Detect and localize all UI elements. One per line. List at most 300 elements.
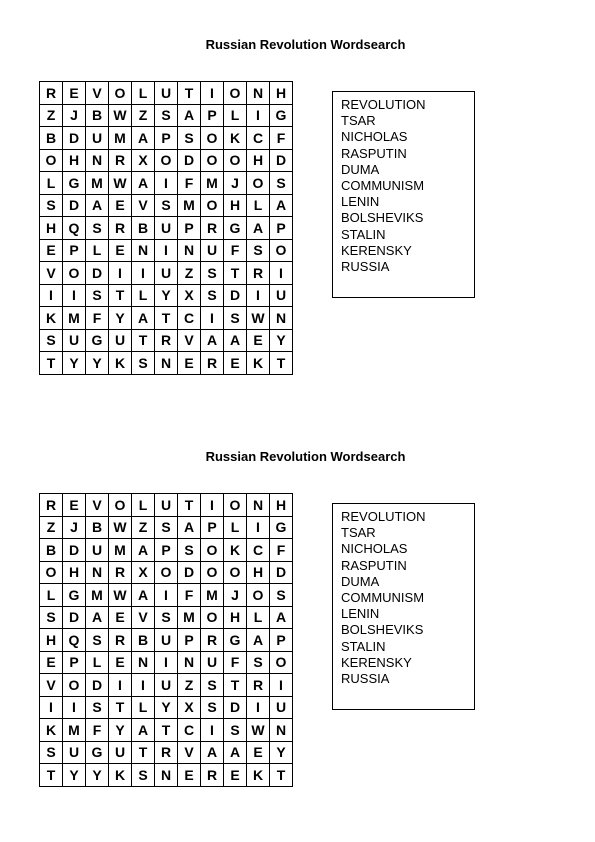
word-list-item: NICHOLAS: [341, 541, 408, 557]
grid-cell: T: [270, 764, 293, 787]
grid-cell: E: [40, 239, 63, 262]
grid-cell: S: [178, 127, 201, 150]
grid-cell: F: [224, 651, 247, 674]
grid-cell: S: [40, 741, 63, 764]
grid-row: [40, 561, 293, 584]
grid-cell: C: [178, 307, 201, 330]
grid-cell: A: [86, 606, 109, 629]
grid-cell: A: [132, 539, 155, 562]
grid-cell: F: [86, 719, 109, 742]
grid-row: [40, 284, 293, 307]
grid-cell: E: [63, 494, 86, 517]
grid-cell: P: [178, 629, 201, 652]
word-list-item: BOLSHEVIKS: [341, 622, 424, 638]
word-list-item: NICHOLAS: [341, 129, 408, 145]
grid-row: [40, 262, 293, 285]
grid-cell: X: [132, 149, 155, 172]
grid-cell: P: [155, 127, 178, 150]
grid-cell: E: [109, 239, 132, 262]
grid-cell: M: [109, 127, 132, 150]
grid-cell: U: [86, 539, 109, 562]
grid-cell: Q: [63, 217, 86, 240]
grid-cell: U: [155, 494, 178, 517]
grid-cell: U: [109, 329, 132, 352]
grid-cell: W: [109, 584, 132, 607]
word-list-item: COMMUNISM: [341, 590, 425, 606]
grid-cell: S: [132, 352, 155, 375]
word-list-item: STALIN: [341, 638, 386, 654]
grid-cell: G: [86, 741, 109, 764]
grid-cell: A: [86, 194, 109, 217]
grid-cell: I: [247, 104, 270, 127]
grid-cell: U: [270, 284, 293, 307]
grid-cell: O: [201, 539, 224, 562]
grid-cell: O: [224, 149, 247, 172]
grid-cell: W: [109, 172, 132, 195]
grid-cell: B: [86, 104, 109, 127]
grid-cell: X: [132, 561, 155, 584]
word-list-item: RASPUTIN: [341, 557, 407, 573]
grid-cell: P: [63, 651, 86, 674]
word-list-item: STALIN: [341, 226, 386, 242]
grid-cell: B: [40, 539, 63, 562]
grid-cell: D: [63, 606, 86, 629]
letter-grid: [39, 81, 293, 375]
grid-cell: R: [40, 82, 63, 105]
word-list-item: TSAR: [341, 113, 376, 129]
grid-cell: N: [155, 352, 178, 375]
grid-cell: K: [224, 127, 247, 150]
grid-row: [40, 606, 293, 629]
grid-cell: L: [247, 606, 270, 629]
grid-cell: O: [201, 561, 224, 584]
grid-cell: B: [86, 516, 109, 539]
grid-cell: V: [40, 262, 63, 285]
grid-cell: S: [247, 239, 270, 262]
grid-cell: U: [270, 696, 293, 719]
grid-cell: A: [178, 516, 201, 539]
letter-grid: [39, 493, 293, 787]
word-list-item: KERENSKY: [341, 654, 412, 670]
grid-cell: H: [224, 194, 247, 217]
grid-cell: W: [109, 104, 132, 127]
grid-cell: R: [247, 262, 270, 285]
grid-cell: Z: [132, 104, 155, 127]
grid-cell: M: [201, 584, 224, 607]
grid-cell: O: [63, 674, 86, 697]
grid-cell: K: [224, 539, 247, 562]
grid-cell: Z: [132, 516, 155, 539]
grid-cell: L: [224, 516, 247, 539]
word-list-item: BOLSHEVIKS: [341, 210, 424, 226]
grid-cell: P: [201, 104, 224, 127]
word-list-item: KERENSKY: [341, 242, 412, 258]
grid-cell: A: [132, 127, 155, 150]
grid-cell: M: [178, 606, 201, 629]
grid-cell: K: [247, 764, 270, 787]
grid-cell: E: [247, 329, 270, 352]
grid-cell: A: [247, 217, 270, 240]
grid-cell: S: [201, 284, 224, 307]
grid-cell: G: [86, 329, 109, 352]
grid-cell: I: [247, 696, 270, 719]
grid-cell: O: [40, 561, 63, 584]
grid-cell: O: [201, 149, 224, 172]
grid-row: [40, 82, 293, 105]
grid-row: [40, 764, 293, 787]
grid-cell: V: [132, 194, 155, 217]
grid-cell: B: [40, 127, 63, 150]
grid-cell: D: [178, 561, 201, 584]
grid-cell: H: [224, 606, 247, 629]
grid-cell: D: [63, 127, 86, 150]
grid-cell: L: [40, 172, 63, 195]
grid-cell: Q: [63, 629, 86, 652]
grid-cell: O: [224, 494, 247, 517]
grid-cell: Y: [109, 307, 132, 330]
grid-cell: J: [63, 104, 86, 127]
grid-cell: N: [86, 149, 109, 172]
grid-cell: T: [109, 284, 132, 307]
grid-cell: C: [178, 719, 201, 742]
grid-cell: U: [201, 651, 224, 674]
grid-cell: N: [247, 82, 270, 105]
grid-cell: L: [132, 696, 155, 719]
grid-cell: T: [178, 494, 201, 517]
grid-row: [40, 741, 293, 764]
grid-cell: I: [201, 82, 224, 105]
grid-cell: J: [224, 172, 247, 195]
grid-cell: N: [155, 764, 178, 787]
grid-cell: M: [201, 172, 224, 195]
grid-cell: O: [224, 561, 247, 584]
grid-cell: I: [247, 284, 270, 307]
grid-cell: H: [247, 149, 270, 172]
grid-cell: L: [224, 104, 247, 127]
grid-cell: R: [247, 674, 270, 697]
grid-cell: B: [132, 217, 155, 240]
grid-cell: I: [247, 516, 270, 539]
word-list-item: COMMUNISM: [341, 178, 425, 194]
grid-cell: W: [109, 516, 132, 539]
grid-cell: X: [178, 696, 201, 719]
grid-cell: C: [247, 127, 270, 150]
word-list-item: REVOLUTION: [341, 97, 426, 112]
word-list-item: RASPUTIN: [341, 145, 407, 161]
grid-cell: Y: [63, 764, 86, 787]
grid-cell: B: [132, 629, 155, 652]
grid-cell: O: [270, 239, 293, 262]
grid-cell: S: [201, 696, 224, 719]
grid-cell: D: [63, 194, 86, 217]
grid-cell: T: [270, 352, 293, 375]
grid-row: [40, 674, 293, 697]
grid-cell: R: [201, 764, 224, 787]
grid-cell: A: [178, 104, 201, 127]
grid-cell: S: [155, 516, 178, 539]
grid-cell: X: [178, 284, 201, 307]
grid-cell: Y: [109, 719, 132, 742]
grid-cell: N: [132, 239, 155, 262]
grid-cell: I: [132, 674, 155, 697]
grid-cell: P: [201, 516, 224, 539]
grid-cell: K: [109, 764, 132, 787]
grid-cell: H: [40, 217, 63, 240]
grid-cell: A: [247, 629, 270, 652]
grid-cell: Z: [40, 516, 63, 539]
grid-cell: A: [224, 329, 247, 352]
grid-cell: R: [109, 629, 132, 652]
grid-cell: N: [247, 494, 270, 517]
grid-cell: U: [63, 329, 86, 352]
grid-row: [40, 104, 293, 127]
grid-row: [40, 719, 293, 742]
grid-cell: V: [178, 329, 201, 352]
word-list-item: REVOLUTION: [341, 509, 426, 524]
grid-cell: S: [247, 651, 270, 674]
grid-cell: T: [40, 352, 63, 375]
grid-cell: R: [201, 352, 224, 375]
grid-cell: I: [109, 262, 132, 285]
grid-cell: V: [178, 741, 201, 764]
grid-cell: V: [86, 494, 109, 517]
grid-cell: H: [270, 494, 293, 517]
grid-cell: T: [132, 329, 155, 352]
grid-cell: H: [270, 82, 293, 105]
grid-cell: M: [63, 307, 86, 330]
grid-row: [40, 127, 293, 150]
grid-cell: G: [224, 629, 247, 652]
grid-cell: L: [132, 494, 155, 517]
grid-cell: S: [86, 629, 109, 652]
grid-cell: P: [63, 239, 86, 262]
grid-cell: N: [270, 719, 293, 742]
grid-cell: I: [63, 284, 86, 307]
grid-cell: Y: [86, 764, 109, 787]
grid-cell: H: [63, 561, 86, 584]
grid-cell: L: [40, 584, 63, 607]
grid-row: [40, 172, 293, 195]
grid-cell: N: [86, 561, 109, 584]
grid-cell: D: [178, 149, 201, 172]
grid-cell: I: [201, 719, 224, 742]
grid-cell: I: [201, 307, 224, 330]
grid-cell: U: [155, 82, 178, 105]
grid-cell: H: [63, 149, 86, 172]
grid-cell: G: [224, 217, 247, 240]
grid-cell: K: [40, 719, 63, 742]
grid-cell: E: [63, 82, 86, 105]
grid-cell: I: [155, 172, 178, 195]
grid-cell: T: [155, 307, 178, 330]
grid-cell: N: [178, 239, 201, 262]
grid-cell: S: [201, 674, 224, 697]
grid-cell: O: [109, 82, 132, 105]
grid-cell: S: [201, 262, 224, 285]
grid-cell: S: [86, 696, 109, 719]
grid-cell: D: [224, 284, 247, 307]
grid-cell: U: [155, 217, 178, 240]
grid-cell: O: [270, 651, 293, 674]
grid-row: [40, 584, 293, 607]
grid-cell: I: [201, 494, 224, 517]
grid-cell: I: [270, 262, 293, 285]
grid-cell: V: [86, 82, 109, 105]
grid-cell: G: [270, 516, 293, 539]
grid-cell: M: [86, 172, 109, 195]
grid-cell: O: [109, 494, 132, 517]
word-list-item: LENIN: [341, 606, 380, 622]
grid-cell: C: [247, 539, 270, 562]
grid-cell: A: [270, 194, 293, 217]
grid-cell: Y: [270, 329, 293, 352]
grid-cell: P: [178, 217, 201, 240]
grid-cell: G: [63, 584, 86, 607]
grid-cell: E: [109, 194, 132, 217]
grid-cell: V: [132, 606, 155, 629]
grid-cell: W: [247, 719, 270, 742]
grid-cell: F: [178, 172, 201, 195]
grid-row: [40, 651, 293, 674]
grid-cell: S: [40, 194, 63, 217]
grid-cell: U: [155, 674, 178, 697]
grid-cell: Z: [178, 262, 201, 285]
grid-cell: J: [63, 516, 86, 539]
grid-cell: S: [132, 764, 155, 787]
grid-row: [40, 516, 293, 539]
grid-cell: T: [109, 696, 132, 719]
grid-cell: R: [201, 217, 224, 240]
grid-cell: F: [86, 307, 109, 330]
grid-cell: N: [132, 651, 155, 674]
grid-cell: O: [63, 262, 86, 285]
grid-cell: A: [224, 741, 247, 764]
grid-row: [40, 217, 293, 240]
grid-cell: R: [201, 629, 224, 652]
grid-cell: J: [224, 584, 247, 607]
grid-cell: O: [247, 584, 270, 607]
word-list-item: DUMA: [341, 573, 380, 589]
grid-cell: L: [132, 82, 155, 105]
grid-cell: S: [86, 217, 109, 240]
grid-cell: O: [201, 194, 224, 217]
grid-cell: I: [40, 696, 63, 719]
grid-cell: R: [40, 494, 63, 517]
grid-cell: N: [178, 651, 201, 674]
grid-cell: H: [40, 629, 63, 652]
grid-cell: L: [132, 284, 155, 307]
grid-row: [40, 194, 293, 217]
grid-cell: T: [40, 764, 63, 787]
word-list-item: TSAR: [341, 525, 376, 541]
grid-cell: O: [224, 82, 247, 105]
grid-cell: S: [40, 606, 63, 629]
grid-row: [40, 307, 293, 330]
grid-cell: O: [155, 561, 178, 584]
grid-cell: H: [247, 561, 270, 584]
grid-cell: L: [86, 239, 109, 262]
grid-cell: D: [86, 674, 109, 697]
grid-cell: D: [224, 696, 247, 719]
grid-cell: I: [155, 584, 178, 607]
grid-row: [40, 539, 293, 562]
grid-cell: D: [86, 262, 109, 285]
grid-cell: E: [224, 352, 247, 375]
grid-cell: I: [63, 696, 86, 719]
grid-cell: S: [224, 719, 247, 742]
grid-cell: I: [270, 674, 293, 697]
grid-cell: E: [109, 606, 132, 629]
grid-cell: M: [86, 584, 109, 607]
grid-cell: R: [155, 741, 178, 764]
grid-cell: T: [132, 741, 155, 764]
grid-cell: S: [224, 307, 247, 330]
grid-cell: I: [40, 284, 63, 307]
grid-cell: S: [270, 172, 293, 195]
grid-cell: A: [201, 741, 224, 764]
grid-cell: A: [132, 719, 155, 742]
grid-cell: S: [178, 539, 201, 562]
grid-cell: F: [224, 239, 247, 262]
puzzle-title: Russian Revolution Wordsearch: [205, 37, 406, 52]
grid-cell: I: [155, 239, 178, 262]
grid-cell: D: [63, 539, 86, 562]
grid-cell: S: [155, 606, 178, 629]
grid-cell: A: [132, 307, 155, 330]
grid-cell: N: [270, 307, 293, 330]
grid-cell: S: [86, 284, 109, 307]
grid-cell: U: [155, 629, 178, 652]
grid-cell: A: [132, 172, 155, 195]
grid-row: [40, 149, 293, 172]
grid-cell: A: [201, 329, 224, 352]
grid-cell: O: [40, 149, 63, 172]
grid-cell: F: [270, 127, 293, 150]
grid-cell: O: [155, 149, 178, 172]
grid-cell: V: [40, 674, 63, 697]
grid-cell: Z: [178, 674, 201, 697]
grid-cell: D: [270, 149, 293, 172]
grid-row: [40, 352, 293, 375]
grid-cell: T: [178, 82, 201, 105]
grid-cell: K: [247, 352, 270, 375]
grid-cell: O: [201, 127, 224, 150]
grid-cell: L: [247, 194, 270, 217]
grid-cell: F: [270, 539, 293, 562]
grid-cell: L: [86, 651, 109, 674]
grid-cell: U: [155, 262, 178, 285]
grid-cell: R: [155, 329, 178, 352]
grid-cell: E: [178, 352, 201, 375]
grid-cell: U: [201, 239, 224, 262]
grid-cell: I: [132, 262, 155, 285]
grid-cell: U: [109, 741, 132, 764]
grid-cell: E: [224, 764, 247, 787]
grid-cell: G: [270, 104, 293, 127]
grid-cell: G: [63, 172, 86, 195]
grid-cell: T: [224, 674, 247, 697]
word-list-item: RUSSIA: [341, 671, 390, 687]
grid-cell: S: [40, 329, 63, 352]
grid-cell: F: [178, 584, 201, 607]
grid-cell: E: [40, 651, 63, 674]
grid-cell: E: [109, 651, 132, 674]
grid-cell: A: [132, 584, 155, 607]
grid-row: [40, 494, 293, 517]
grid-cell: S: [155, 194, 178, 217]
grid-cell: Y: [270, 741, 293, 764]
grid-cell: E: [178, 764, 201, 787]
